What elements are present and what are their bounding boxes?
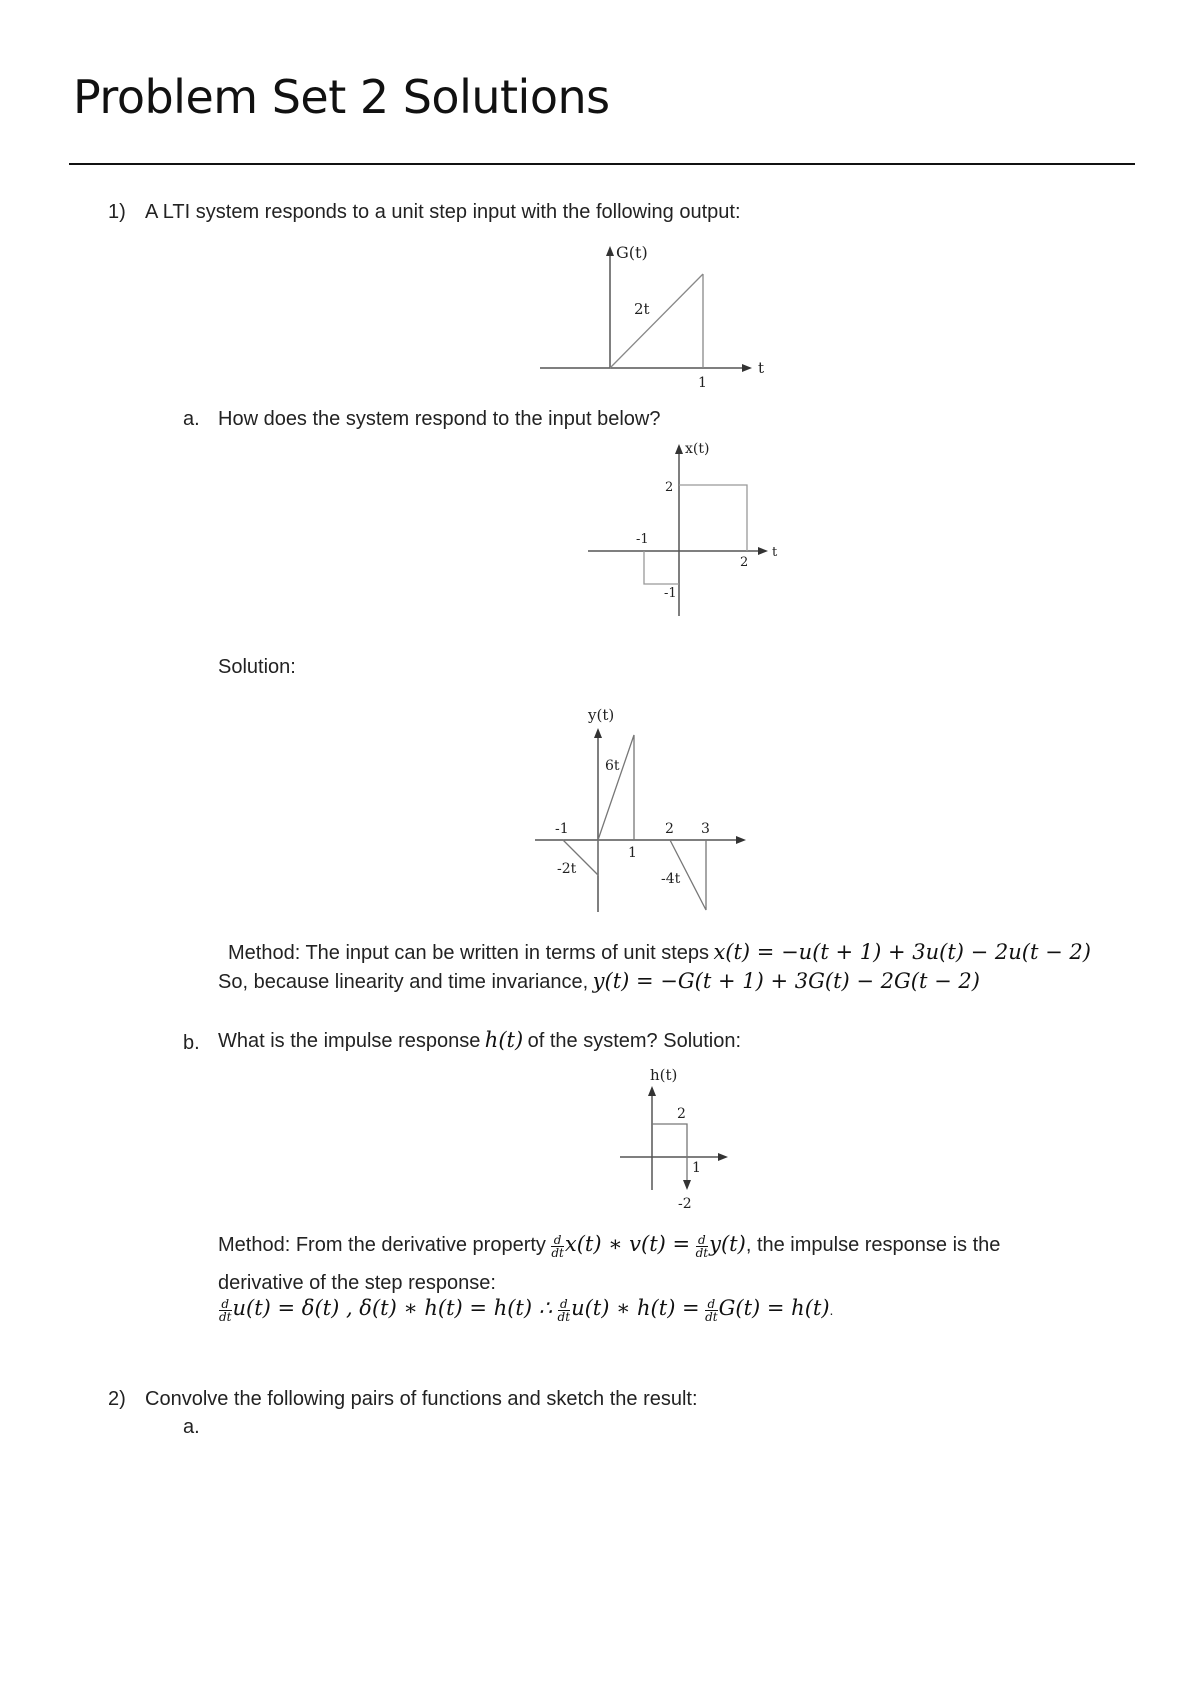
step-response-graph — [530, 238, 770, 393]
input-graph — [580, 438, 780, 618]
method-a-line1 — [228, 940, 1091, 965]
part-a-label: a. — [183, 408, 200, 430]
method-a-line2-text: So, because linearity and time invariance, — [218, 971, 589, 993]
x-ylabel: x(t) — [685, 441, 710, 457]
g-ylabel: G(t) — [616, 243, 648, 262]
part-b-label: b. — [183, 1032, 200, 1054]
x-y-arrow — [675, 444, 683, 454]
y-tick-2: 2 — [665, 821, 674, 837]
h-label-1: 1 — [692, 1160, 701, 1176]
x-tick-y2: 2 — [665, 480, 674, 495]
method-a-line1-math: x(t) = −u(t + 1) + 3u(t) − 2u(t − 2) — [713, 940, 1091, 964]
method-b-equation — [218, 1296, 833, 1324]
method-b-line2: derivative of the step response: — [218, 1272, 496, 1294]
solution-label: Solution: — [218, 656, 296, 678]
h-pulse — [652, 1124, 687, 1181]
part-a-question: How does the system respond to the input below? — [218, 408, 661, 430]
y-tick-1: 1 — [628, 845, 637, 861]
derivative-fraction-1: $\frac{d}{dt}$ — [551, 1232, 564, 1261]
part-b-question — [218, 1028, 741, 1053]
problem-1-text: A LTI system responds to a unit step input with the following output: — [145, 201, 741, 223]
g-x-arrow — [742, 364, 752, 372]
h-label-2: 2 — [677, 1106, 686, 1122]
h-x-arrow — [718, 1153, 728, 1161]
x-xlabel: t — [772, 545, 778, 560]
h-label-neg2: -2 — [678, 1196, 692, 1212]
method-a-line1-text: Method: The input can be written in terms of unit steps — [228, 942, 709, 964]
g-tick-1: 1 — [698, 375, 707, 391]
method-b-math-1: x(t) ∗ v(t) = — [564, 1232, 691, 1256]
y-y-arrow — [594, 728, 602, 738]
y-label-neg2t: -2t — [557, 861, 577, 877]
method-a-line2 — [218, 969, 980, 994]
method-b-pre: Method: From the derivative property — [218, 1234, 546, 1256]
problem-2-text: Convolve the following pairs of functions and sketch the result: — [145, 1388, 698, 1410]
eq-end: . — [829, 1302, 834, 1318]
page-title: Problem Set 2 Solutions — [73, 70, 610, 124]
method-b-math-2: y(t) — [709, 1232, 746, 1256]
derivative-fraction-4: $\frac{d}{dt}$ — [557, 1296, 571, 1325]
part-b-question-pre: What is the impulse response — [218, 1030, 481, 1052]
y-tick-3: 3 — [701, 821, 710, 837]
part-b-question-math: h(t) — [484, 1028, 524, 1052]
g-y-arrow — [606, 246, 614, 256]
y-x-arrow — [736, 836, 746, 844]
y-tick-neg1: -1 — [555, 821, 569, 837]
eq-part-b: u(t) ∗ h(t) = — [571, 1296, 700, 1320]
x-negative-pulse — [644, 551, 679, 584]
g-slope-label: 2t — [634, 300, 650, 318]
problem-1-number: 1) — [108, 201, 126, 223]
output-graph — [530, 700, 760, 920]
eq-part-c: G(t) = h(t) — [718, 1296, 830, 1320]
g-xlabel: t — [758, 359, 765, 377]
h-impulse-arrow — [683, 1180, 691, 1190]
problem-2-number: 2) — [108, 1388, 126, 1410]
y-segment-6t — [598, 735, 634, 840]
x-tick-t2: 2 — [740, 555, 749, 570]
method-a-line2-math: y(t) = −G(t + 1) + 3G(t) − 2G(t − 2) — [592, 969, 980, 993]
x-x-arrow — [758, 547, 768, 555]
derivative-fraction-2: $\frac{d}{dt}$ — [695, 1232, 709, 1261]
part-b-question-post: of the system? Solution: — [527, 1030, 742, 1052]
h-y-arrow — [648, 1086, 656, 1096]
x-tick-tneg1: -1 — [636, 532, 649, 547]
h-ylabel: h(t) — [650, 1066, 678, 1084]
y-ylabel: y(t) — [588, 706, 615, 724]
derivative-fraction-3: $\frac{d}{dt}$ — [219, 1296, 232, 1325]
method-b-line1 — [218, 1232, 1000, 1260]
derivative-fraction-5: $\frac{d}{dt}$ — [705, 1296, 718, 1325]
problem-2-part-a-label: a. — [183, 1416, 200, 1438]
eq-part-a: u(t) = δ(t) , δ(t) ∗ h(t) = h(t) ∴ — [232, 1296, 553, 1320]
y-label-6t: 6t — [605, 758, 620, 774]
impulse-response-graph — [610, 1062, 740, 1217]
g-ramp — [610, 274, 703, 368]
x-tick-yneg1: -1 — [664, 586, 677, 601]
x-positive-pulse — [679, 485, 747, 551]
title-divider — [69, 163, 1135, 165]
y-label-neg4t: -4t — [661, 871, 681, 887]
method-b-post: , the impulse response is the — [745, 1234, 1001, 1256]
